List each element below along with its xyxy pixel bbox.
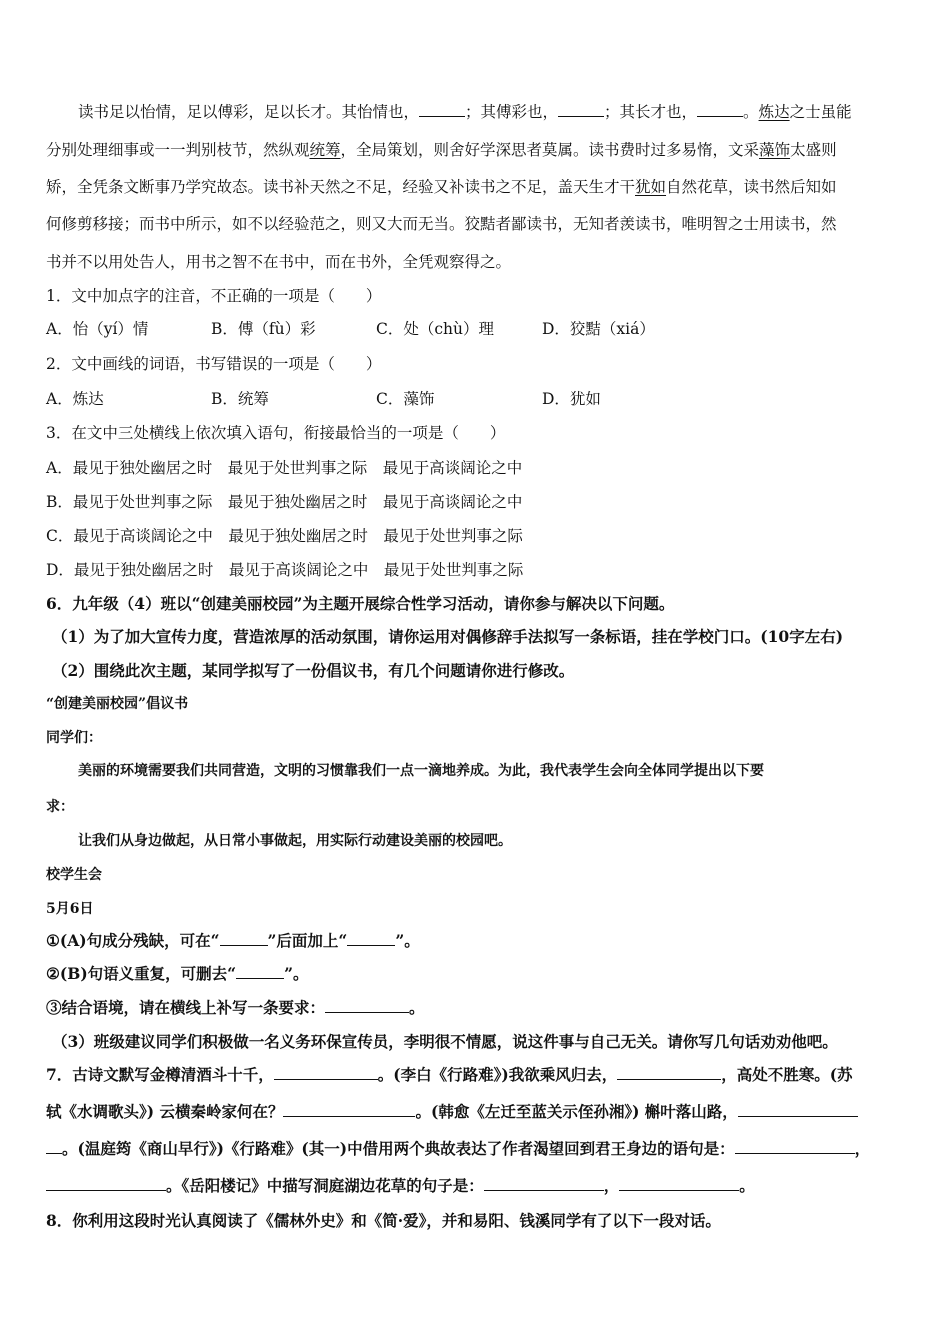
question-text: 。 — [409, 998, 425, 1017]
question-text: 7．古诗文默写金樽清酒斗十千， — [46, 1065, 274, 1084]
passage-text: 读书足以怡情，足以傅彩，足以长才。其怡情也， — [78, 103, 420, 121]
fill-blank[interactable] — [220, 931, 268, 946]
underlined-word: 藻饰 — [759, 141, 791, 159]
fill-blank[interactable] — [46, 1176, 166, 1191]
passage-line-3 — [46, 176, 910, 198]
q6-correction-1 — [46, 930, 910, 952]
fill-blank[interactable] — [283, 1102, 415, 1117]
passage-text: 分别处理细事或一一判别枝节，然纵观 — [46, 141, 310, 159]
underlined-word: 统筹 — [309, 141, 341, 159]
proposal-body-1: 美丽的环境需要我们共同营造，文明的习惯靠我们一点一滴地养成。为此，我代表学生会向全体同学提出以下要 — [78, 763, 764, 779]
question-text: ， — [854, 1139, 871, 1158]
q3-stem: 3．在文中三处横线上依次填入语句，衔接最恰当的一项是（ ） — [46, 424, 506, 442]
question-text: ，高处不胜寒。(苏 — [721, 1065, 853, 1084]
question-text: 。(温庭筠《商山早行》)《行路难》(其一)中借用两个典故表达了作者渴望回到君王身边的语句是： — [62, 1139, 735, 1158]
question-text: 轼《水调歌头》) 云横秦岭家何在？ — [46, 1102, 284, 1121]
q8-stem: 8．你利用这段时光认真阅读了《儒林外史》和《简·爱》，并和易阳、钱溪同学有了以下一段对话。 — [46, 1211, 721, 1230]
q6-correction-3 — [46, 997, 910, 1019]
proposal-date: 5月6日 — [46, 901, 94, 917]
option-a[interactable]: A．怡（yí）情 — [46, 320, 149, 338]
q6-correction-2 — [46, 963, 910, 985]
q6-part-2: （2）围绕此次主题，某同学拟写了一份倡议书，有几个问题请你进行修改。 — [52, 661, 575, 680]
q7-line-1 — [46, 1064, 910, 1086]
q6-part-1: （1）为了加大宣传力度，营造浓厚的活动氛围，请你运用对偶修辞手法拟写一条标语，挂在学校门口。(10字左右) — [52, 627, 844, 646]
fill-blank[interactable] — [325, 998, 409, 1013]
fill-blank[interactable] — [738, 1102, 858, 1117]
underlined-word: 炼达 — [758, 103, 790, 121]
passage-text: 太盛则 — [790, 141, 837, 159]
fill-blank[interactable] — [697, 102, 743, 117]
q7-line-4 — [46, 1175, 910, 1197]
underlined-word: 犹如 — [635, 178, 667, 196]
question-text: ②(B)句语义重复，可删去“ — [46, 964, 237, 983]
option-d[interactable]: D．狡黠（xiá） — [542, 320, 655, 338]
question-text: ， — [603, 1176, 620, 1195]
proposal-body-2: 让我们从身边做起，从日常小事做起，用实际行动建设美丽的校园吧。 — [78, 833, 512, 849]
fill-blank[interactable] — [735, 1139, 855, 1154]
question-text: ”。 — [284, 964, 309, 983]
question-text: 。《岳阳楼记》中描写洞庭湖边花草的句子是： — [166, 1176, 484, 1195]
fill-blank[interactable] — [558, 102, 604, 117]
proposal-title: “创建美丽校园”倡议书 — [46, 696, 189, 712]
passage-line-5: 书并不以用处告人，用书之智不在书中，而在书外，全凭观察得之。 — [46, 253, 512, 271]
option-b[interactable]: B．傅（fù）彩 — [211, 320, 316, 338]
passage-line-4: 何修剪移接；而书中所示，如不以经验范之，则又大而无当。狡黠者鄙读书，无知者羡读书，唯明智之士用读书，然 — [46, 215, 837, 233]
fill-blank[interactable] — [617, 1065, 721, 1080]
q7-line-2 — [46, 1101, 910, 1123]
q6-part-3: （3）班级建议同学们积极做一名义务环保宣传员，李明很不情愿，说这件事与自己无关。请你写几句话劝劝他吧。 — [52, 1032, 838, 1051]
fill-blank[interactable] — [236, 964, 284, 979]
question-text: 。(韩愈《左迁至蓝关示侄孙湘》) 槲叶落山路， — [415, 1102, 738, 1121]
passage-text: 之士虽能 — [789, 103, 852, 121]
option-a[interactable]: A．炼达 — [46, 390, 104, 408]
proposal-body-1-cont: 求： — [46, 799, 74, 815]
question-text: ”后面加上“ — [267, 931, 348, 950]
proposal-signature: 校学生会 — [46, 867, 102, 883]
q7-line-3 — [46, 1138, 910, 1160]
fill-blank[interactable] — [419, 102, 465, 117]
passage-text: ；其长才也， — [604, 103, 698, 121]
question-text: ③结合语境，请在横线上补写一条要求： — [46, 998, 326, 1017]
q6-stem: 6．九年级（4）班以“创建美丽校园”为主题开展综合性学习活动，请你参与解决以下问题。 — [46, 594, 675, 613]
fill-blank[interactable] — [347, 931, 395, 946]
passage-text: 矫，全凭条文断事乃学究故态。读书补天然之不足，经验又补读书之不足，盖天生才干 — [46, 178, 636, 196]
proposal-greeting: 同学们： — [46, 730, 102, 746]
option-b[interactable]: B．最见于处世判事之际 最见于独处幽居之时 最见于高谈阔论之中 — [46, 493, 523, 511]
question-text: ①(A)句成分残缺，可在“ — [46, 931, 220, 950]
question-text: ”。 — [395, 931, 420, 950]
question-text: 。(李白《行路难》)我欲乘风归去， — [377, 1065, 618, 1084]
passage-line-2 — [46, 139, 910, 161]
passage-text: ；其傅彩也， — [465, 103, 559, 121]
option-a[interactable]: A．最见于独处幽居之时 最见于处世判事之际 最见于高谈阔论之中 — [46, 459, 523, 477]
fill-blank[interactable] — [274, 1065, 378, 1080]
q2-stem: 2．文中画线的词语，书写错误的一项是（ ） — [46, 355, 382, 373]
option-b[interactable]: B．统筹 — [211, 390, 269, 408]
fill-blank[interactable] — [484, 1176, 604, 1191]
passage-text: 。 — [743, 103, 759, 121]
question-text: 。 — [739, 1176, 755, 1195]
q1-stem: 1．文中加点字的注音，不正确的一项是（ ） — [46, 287, 382, 305]
passage-text: 自然花草，读书然后知如 — [666, 178, 837, 196]
option-d[interactable]: D．犹如 — [542, 390, 601, 408]
fill-blank[interactable] — [46, 1139, 62, 1154]
option-d[interactable]: D．最见于独处幽居之时 最见于高谈阔论之中 最见于处世判事之际 — [46, 561, 524, 579]
passage-line-1 — [78, 101, 910, 123]
option-c[interactable]: C．藻饰 — [376, 390, 435, 408]
fill-blank[interactable] — [619, 1176, 739, 1191]
passage-text: ，全局策划，则舍好学深思者莫属。读书费时过多易惰，文采 — [340, 141, 760, 159]
option-c[interactable]: C．最见于高谈阔论之中 最见于独处幽居之时 最见于处世判事之际 — [46, 527, 523, 545]
option-c[interactable]: C．处（chù）理 — [376, 320, 495, 338]
